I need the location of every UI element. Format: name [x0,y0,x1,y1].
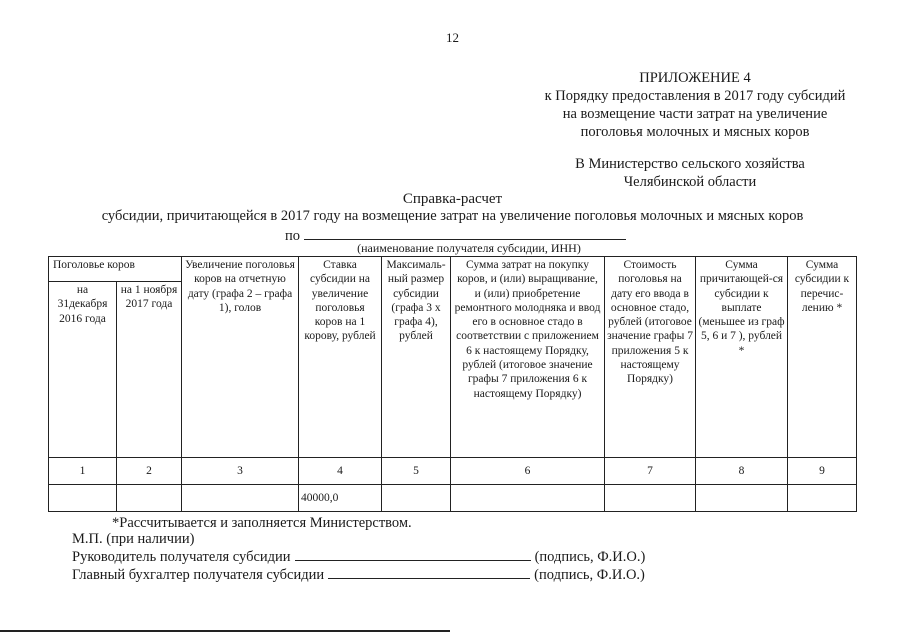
cell-col-9[interactable] [788,485,857,512]
footnote: *Рассчитывается и заполняется Министерством. [112,515,412,531]
recipient-name-field[interactable] [304,226,626,240]
signature-field[interactable] [328,566,530,579]
signature-suffix: (подпись, Ф.И.О.) [534,567,645,583]
signature-line-accountant [72,566,645,584]
column-number: 1 [49,458,117,485]
column-number: 6 [451,458,605,485]
recipient-block [540,155,840,191]
table-row [49,485,857,512]
po-label: по [285,228,301,244]
header-col-1: на 31декабря 2016 года [49,282,117,458]
appendix-header [500,69,890,141]
document-title: Справка-расчет [402,191,503,207]
signature-line-director [72,548,645,566]
header-cows-group: Поголовье коров [49,257,182,282]
document-subtitle: субсидии, причитающейся в 2017 году на возмещение затрат на увеличение поголовья молочных и мясных коров [101,208,804,224]
column-number: 4 [299,458,382,485]
recipient-name-caption: (наименование получателя субсидии, ИНН) [357,241,581,255]
header-col-9: Сумма субсидии к перечис-лению * [788,257,857,458]
column-number: 8 [696,458,788,485]
header-col-8: Сумма причитающей-ся субсидии к выплате (меньшее из граф 5, 6 и 7 ), рублей * [696,257,788,458]
recipient-line-2: Челябинской области [623,174,757,190]
cell-col-6[interactable] [451,485,605,512]
cell-col-8[interactable] [696,485,788,512]
recipient-line-1: В Министерство сельского хозяйства [575,156,805,172]
appendix-line-1: к Порядку предоставления в 2017 году субсидий [544,88,846,104]
footer-divider [0,630,450,632]
appendix-line-2: на возмещение части затрат на увеличение [562,106,828,122]
column-number: 5 [382,458,451,485]
signature-field[interactable] [295,548,531,561]
cell-col-5[interactable] [382,485,451,512]
signature-suffix: (подпись, Ф.И.О.) [534,549,646,565]
signature-label: Главный бухгалтер получателя субсидии [72,567,325,583]
appendix-title: ПРИЛОЖЕНИЕ 4 [639,70,751,86]
header-col-5: Максималь-ный размер субсидии (графа 3 х графа 4), рублей [382,257,451,458]
calculation-table [48,256,857,512]
column-number-row [49,458,857,485]
cell-col-2[interactable] [117,485,182,512]
page-number: 12 [446,30,459,45]
column-number: 3 [182,458,299,485]
header-col-4: Ставка субсидии на увеличение поголовья коров на 1 корову, рублей [299,257,382,458]
appendix-line-3: поголовья молочных и мясных коров [580,124,810,140]
column-number: 9 [788,458,857,485]
header-col-6: Сумма затрат на покупку коров, и (или) выращивание, и (или) приобретение ремонтного молодняка и ввод его в основное стадо в соответствии с приложением 6 к настоящему Порядку, рублей (итоговое значение графы 7 приложения 6 к настоящему Порядку) [451,257,605,458]
header-col-2: на 1 ноября 2017 года [117,282,182,458]
seal-note: М.П. (при наличии) [72,531,195,547]
cell-col-1[interactable] [49,485,117,512]
column-number: 2 [117,458,182,485]
column-number: 7 [605,458,696,485]
cell-col-3[interactable] [182,485,299,512]
header-col-3: Увеличение поголовья коров на отчетную дату (графа 2 – графа 1), голов [182,257,299,458]
header-col-7: Стоимость поголовья на дату его ввода в основное стадо, рублей (итоговое значение графы 7 приложения 5 к настоящему Порядку) [605,257,696,458]
cell-col-7[interactable] [605,485,696,512]
signature-label: Руководитель получателя субсидии [72,549,291,565]
cell-col-4-rate[interactable]: 40000,0 [299,485,382,512]
